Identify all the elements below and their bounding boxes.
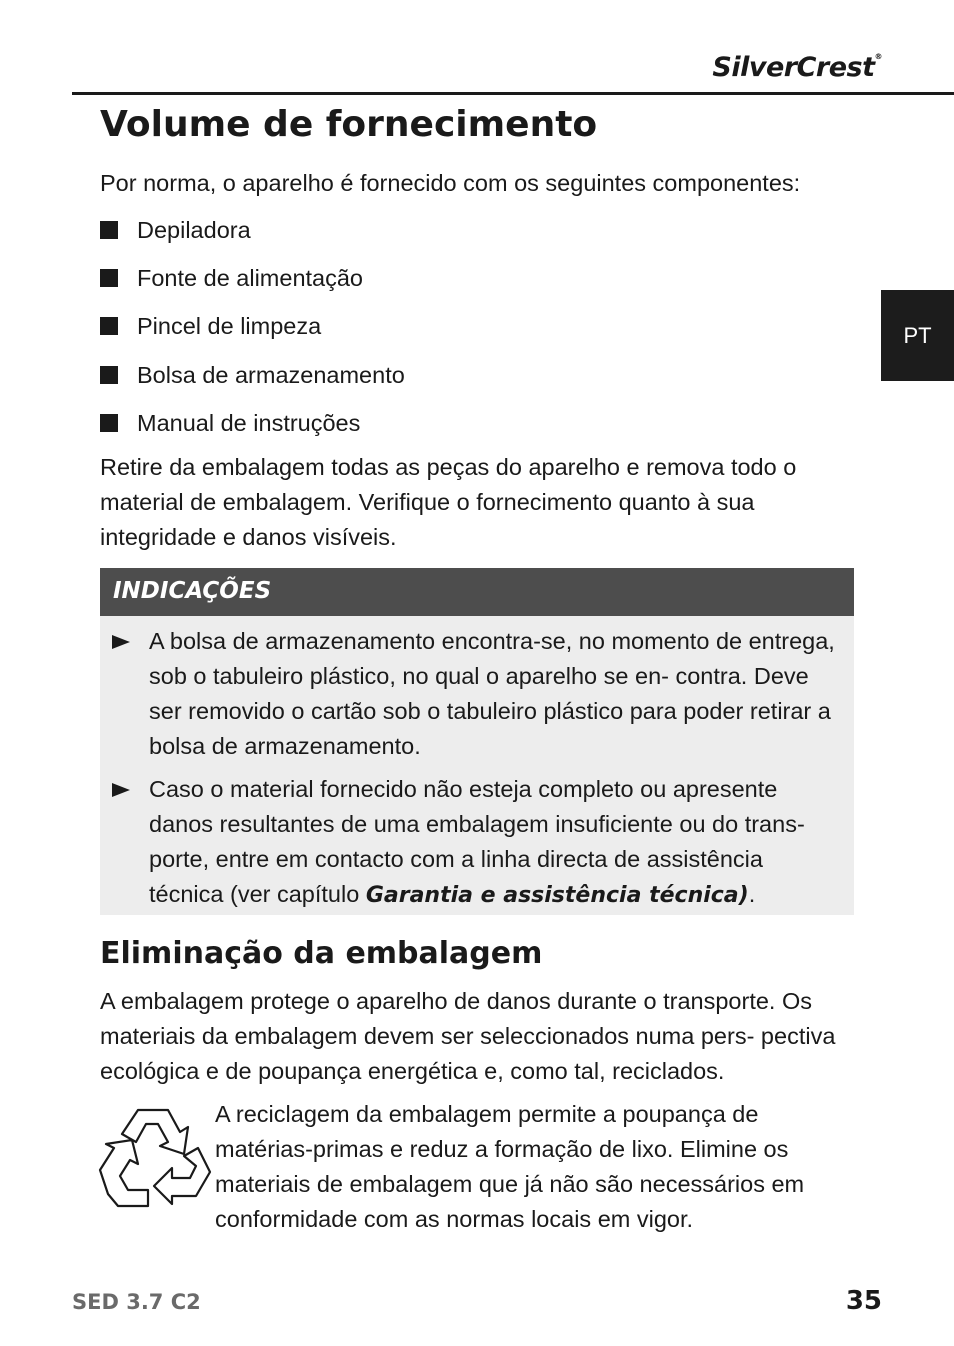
arrow-bullet-icon <box>112 783 130 797</box>
intro-text: Por norma, o aparelho é fornecido com os seguintes componentes: <box>100 170 801 196</box>
recycling-text: A reciclagem da embalagem permite a poupança de matérias-primas e reduz a formação de lixo. Elimine os materiais de embalagem que já não são necessários em conformidade com as normas locais em vigor. <box>215 1101 805 1232</box>
unpack-instructions: Retire da embalagem todas as peças do aparelho e remova todo o material de embalagem. Verifique o fornecimento quanto à sua integridade e danos visíveis. <box>100 454 797 550</box>
header-rule <box>72 92 954 95</box>
note-text: Caso o material fornecido não esteja completo ou apresente danos resultantes de uma embalagem insuficiente ou do trans- porte, entre em contacto com a linha directa de assistência técnica (ver capítulo Garantia e assistência técnica). <box>149 776 805 908</box>
bullet-square-icon <box>100 414 118 432</box>
list-item: Bolsa de armazenamento <box>100 357 405 405</box>
section-title: Volume de fornecimento <box>100 104 598 145</box>
note-text: A bolsa de armazenamento encontra-se, no momento de entrega, sob o tabuleiro plástico, no qual o aparelho se en- contra. Deve ser removido o cartão sob o tabuleiro plástico para poder retirar a bolsa de armazenamento. <box>149 628 835 759</box>
notes-heading: INDICAÇÕES <box>113 578 272 604</box>
arrow-bullet-icon <box>112 635 130 649</box>
bullet-square-icon <box>100 221 118 239</box>
list-item: Pincel de limpeza <box>100 308 405 356</box>
subsection-title: Eliminação da embalagem <box>100 936 543 971</box>
brand-logo: SilverCrest® <box>712 52 882 83</box>
component-list <box>100 212 405 453</box>
notes-heading-bar <box>100 568 854 616</box>
page-number: 35 <box>845 1286 882 1316</box>
chapter-reference: Garantia e assistência técnica) <box>365 883 749 908</box>
list-item: Manual de instruções <box>100 405 405 453</box>
bullet-square-icon <box>100 317 118 335</box>
bullet-square-icon <box>100 366 118 384</box>
list-item: Fonte de alimentação <box>100 260 405 308</box>
language-tab <box>881 290 954 381</box>
packaging-text: A embalagem protege o aparelho de danos durante o transporte. Os materiais da embalagem devem ser seleccionados numa pers- pectiva ecológica e de poupança energética e, como tal, reciclados. <box>100 988 836 1084</box>
recycle-icon <box>98 1104 212 1212</box>
language-tab-label: PT <box>903 322 932 348</box>
list-item: Depiladora <box>100 212 405 260</box>
bullet-square-icon <box>100 269 118 287</box>
model-number: SED 3.7 C2 <box>72 1290 201 1314</box>
